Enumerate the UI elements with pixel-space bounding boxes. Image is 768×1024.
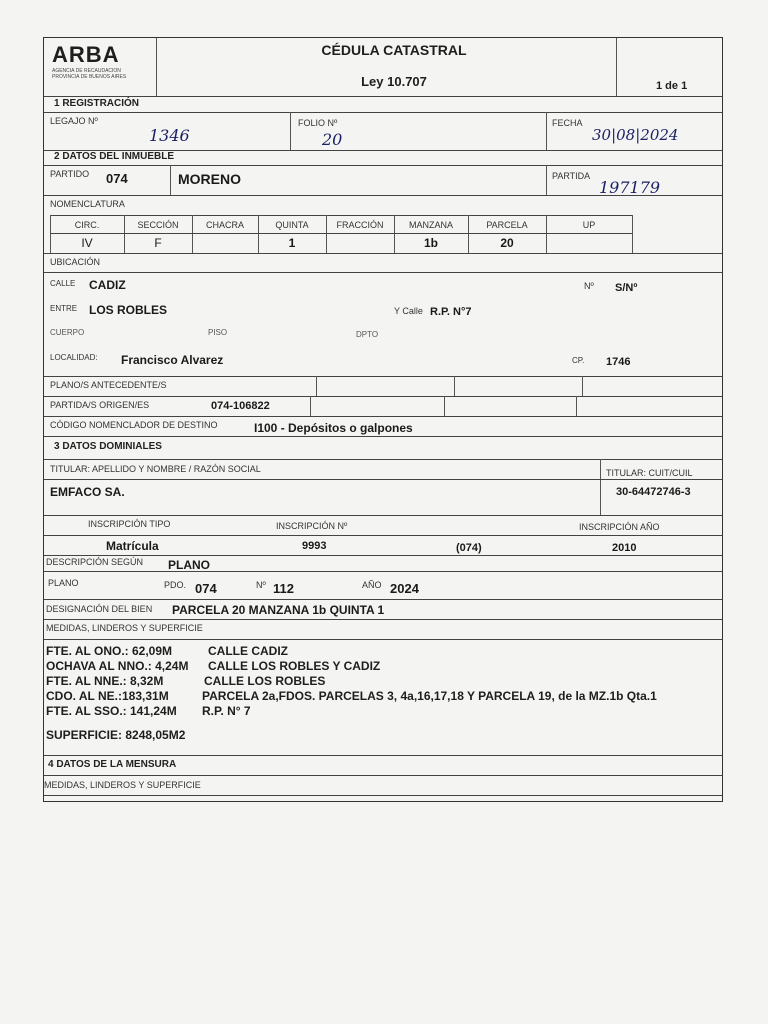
anio-value: 2024	[390, 581, 419, 596]
titular-label: TITULAR: APELLIDO Y NOMBRE / RAZÓN SOCIAL	[50, 464, 261, 474]
lindero-line-1: CALLE CADIZ	[208, 644, 288, 658]
num-label: Nº	[256, 580, 266, 590]
nom-value-circ: IV	[81, 236, 93, 250]
insc-num-value: 9993	[302, 540, 327, 552]
nom-header-parcela: PARCELA	[486, 220, 528, 230]
medida-line-3: FTE. AL NNE.: 8,32M	[46, 674, 164, 688]
nom-value-quinta: 1	[288, 236, 296, 250]
num-value: 112	[273, 581, 294, 596]
law-number: Ley 10.707	[361, 74, 427, 89]
ubicacion-label: UBICACIÓN	[50, 257, 101, 267]
cuerpo-label: CUERPO	[50, 328, 85, 337]
cp-value: 1746	[606, 356, 631, 368]
partidas-value: 074-106822	[211, 400, 270, 412]
section-mensura: 4 DATOS DE LA MENSURA	[48, 759, 177, 770]
folio-value: 20	[322, 130, 343, 149]
insc-tipo-value: Matrícula	[106, 539, 159, 553]
planos-label: PLANO/S ANTECEDENTE/S	[50, 380, 167, 390]
nom-header-fraccion: FRACCIÓN	[336, 220, 384, 230]
designacion-label: DESIGNACIÓN DEL BIEN	[46, 604, 153, 614]
insc-tipo-label: INSCRIPCIÓN TIPO	[88, 519, 171, 529]
nom-value-manzana: 1b	[423, 236, 438, 250]
localidad-label: LOCALIDAD:	[50, 353, 98, 362]
pdo-value: 074	[195, 581, 217, 596]
lindero-line-2: CALLE LOS ROBLES Y CADIZ	[208, 659, 381, 673]
desc-label: DESCRIPCIÓN SEGÚN	[46, 557, 144, 567]
logo-subtitle: AGENCIA DE RECAUDACION	[52, 68, 121, 74]
folio-label: FOLIO Nº	[298, 118, 338, 128]
insc-anio-label: INSCRIPCIÓN AÑO	[579, 522, 660, 532]
numero-value: S/Nº	[615, 282, 638, 294]
lindero-line-5: R.P. N° 7	[202, 704, 251, 718]
nomenclatura-label: NOMENCLATURA	[50, 199, 125, 209]
fecha-value: 30|08|2024	[592, 126, 679, 144]
logo-title: ARBA	[52, 42, 120, 67]
nom-value-parcela: 20	[500, 236, 514, 250]
dpto-label: DPTO	[356, 330, 379, 339]
nom-header-seccion: SECCIÓN	[137, 220, 179, 230]
nom-header-manzana: MANZANA	[408, 220, 453, 230]
fecha-label: FECHA	[552, 118, 583, 128]
insc-num-label: INSCRIPCIÓN Nº	[276, 521, 348, 531]
nom-header-quinta: QUINTA	[275, 220, 309, 230]
calle-value: CADIZ	[89, 278, 126, 292]
medida-line-1: FTE. AL ONO.: 62,09M	[46, 644, 173, 658]
medida-line-4: CDO. AL NE.:183,31M	[46, 689, 169, 703]
cp-label: CP.	[572, 356, 585, 365]
logo-subtitle-2: PROVINCIA DE BUENOS AIRES	[52, 74, 127, 80]
calle-label: CALLE	[50, 279, 76, 288]
insc-partido-value: (074)	[456, 542, 482, 554]
section-registracion: 1 REGISTRACIÓN	[54, 98, 140, 109]
numero-label: Nº	[584, 281, 594, 291]
medida-line-2: OCHAVA AL NNO.: 4,24M	[46, 659, 189, 673]
cedula-form	[43, 37, 723, 802]
legajo-label: LEGAJO Nº	[50, 116, 98, 126]
section-dominiales: 3 DATOS DOMINIALES	[54, 441, 162, 452]
partidas-label: PARTIDA/S ORIGEN/ES	[50, 400, 150, 410]
ycalle-value: R.P. N°7	[430, 306, 472, 318]
partido-name: MORENO	[178, 171, 241, 187]
document-title: CÉDULA CATASTRAL	[321, 42, 467, 58]
nom-header-up: UP	[582, 220, 596, 230]
medidas-label: MEDIDAS, LINDEROS Y SUPERFICIE	[46, 623, 203, 633]
codigo-label: CÓDIGO NOMENCLADOR DE DESTINO	[50, 420, 218, 430]
codigo-value: I100 - Depósitos o galpones	[254, 421, 413, 435]
page-number: 1 de 1	[656, 80, 688, 92]
arba-logo	[52, 42, 152, 80]
mensura-medidas-label: MEDIDAS, LINDEROS Y SUPERFICIE	[44, 780, 201, 790]
partido-label: PARTIDO	[50, 169, 90, 179]
cuit-value: 30-64472746-3	[616, 486, 691, 498]
entre-label: ENTRE	[50, 304, 78, 313]
plano-label: PLANO	[48, 578, 79, 588]
legajo-value: 1346	[149, 126, 190, 145]
partida-value: 197179	[599, 178, 661, 197]
superficie-value: SUPERFICIE: 8248,05M2	[46, 728, 186, 742]
nom-header-chacra: CHACRA	[205, 220, 244, 230]
lindero-line-4: PARCELA 2a,FDOS. PARCELAS 3, 4a,16,17,18 Y PARCELA 19, de la MZ.1b Qta.1	[202, 689, 657, 703]
section-inmueble: 2 DATOS DEL INMUEBLE	[54, 151, 175, 162]
localidad-value: Francisco Alvarez	[121, 353, 224, 367]
anio-label: AÑO	[362, 580, 382, 590]
entre-value: LOS ROBLES	[89, 303, 168, 317]
piso-label: PISO	[208, 328, 228, 337]
partido-code: 074	[106, 171, 128, 186]
ycalle-label: Y Calle	[394, 306, 423, 316]
pdo-label: PDO.	[164, 580, 187, 590]
desc-value: PLANO	[168, 558, 210, 572]
designacion-value: PARCELA 20 MANZANA 1b QUINTA 1	[172, 603, 385, 617]
partida-label: PARTIDA	[552, 171, 591, 181]
medida-line-5: FTE. AL SSO.: 141,24M	[46, 704, 177, 718]
titular-value: EMFACO SA.	[50, 485, 125, 499]
insc-anio-value: 2010	[612, 542, 637, 554]
lindero-line-3: CALLE LOS ROBLES	[204, 674, 326, 688]
cuit-label: TITULAR: CUIT/CUIL	[606, 468, 693, 478]
nom-header-circ: CIRC.	[74, 220, 100, 230]
nom-value-seccion: F	[154, 236, 162, 250]
